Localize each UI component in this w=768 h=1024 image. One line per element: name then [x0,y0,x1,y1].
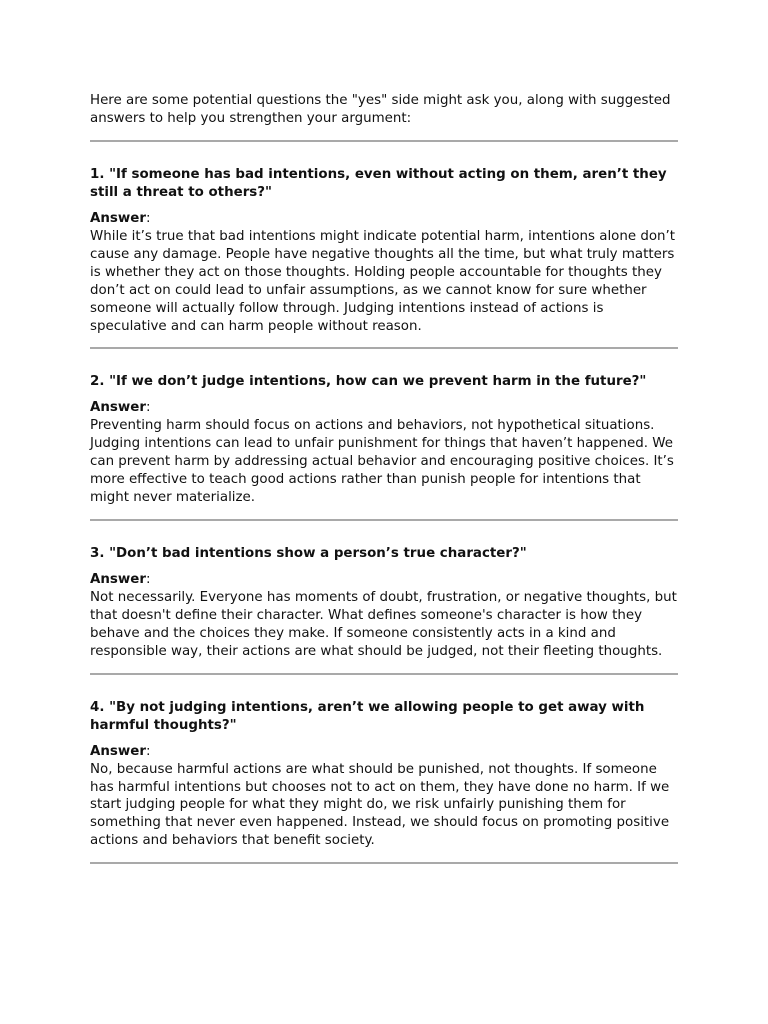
qa-item-4 [90,699,678,865]
answer-4: No, because harmful actions are what should be punished, not thoughts. If someone has harmful intentions but chooses not to act on them, they have done no harm. If we start judging people for what they might do, we risk unfairly punishing them for something that never even happened. Instead, we should focus on promoting positive actions and behaviors that benefit society. [90,761,670,849]
question-1: 1. "If someone has bad intentions, even without acting on them, aren’t they still a threat to others?" [90,167,667,200]
document-content [90,92,678,864]
answer-label-2 [90,399,678,417]
question-2: 2. "If we don’t judge intentions, how can we prevent harm in the future?" [90,374,647,390]
divider [90,862,678,864]
answer-label-3 [90,571,678,589]
answer-colon: : [145,211,151,226]
answer-colon: : [145,743,151,759]
divider [90,140,678,142]
question-4: 4. "By not judging intentions, aren’t we allowing people to get away with harmful thoughts?" [90,699,645,733]
divider [90,673,678,675]
answer-label-1 [90,210,678,228]
answer-1: While it’s true that bad intentions might indicate potential harm, intentions alone don’t cause any damage. People have negative thoughts all the time, but what truly matters is whether they act on those thoughts. Holding people accountable for thoughts they don’t act on could lead to unfair assumptions, as we cannot know for sure whether someone will actually follow through. Judging intentions instead of actions is speculative and can harm people without reason. [90,229,676,334]
answer-colon: : [145,571,151,587]
answer-3: Not necessarily. Everyone has moments of doubt, frustration, or negative thoughts, but that doesn't define their character. What defines someone's character is how they behave and the choices they make. If someone consistently acts in a kind and responsible way, their actions are what should be judged, not their fleeting thoughts. [90,589,677,659]
answer-label-text: Answer [90,571,146,587]
divider [90,347,678,349]
answer-label-text: Answer [90,400,146,416]
answer-2: Preventing harm should focus on actions and behaviors, not hypothetical situations. Judging intentions can lead to unfair punishment for things that haven’t happened. We can prevent harm by addressing actual behavior and encouraging positive choices. It’s more effective to teach good actions rather than punish people for intentions that might never materialize. [90,418,674,506]
answer-label-4 [90,743,678,761]
answer-label-text: Answer [90,211,146,226]
qa-item-3 [90,545,678,675]
question-3: 3. "Don’t bad intentions show a person’s true character?" [90,545,527,561]
qa-item-2 [90,373,678,521]
divider [90,519,678,521]
answer-colon: : [145,400,151,416]
qa-item-1 [90,166,678,349]
intro-paragraph: Here are some potential questions the "yes" side might ask you, along with suggested answers to help you strengthen your argument: [90,93,671,126]
answer-label-text: Answer [90,743,146,759]
